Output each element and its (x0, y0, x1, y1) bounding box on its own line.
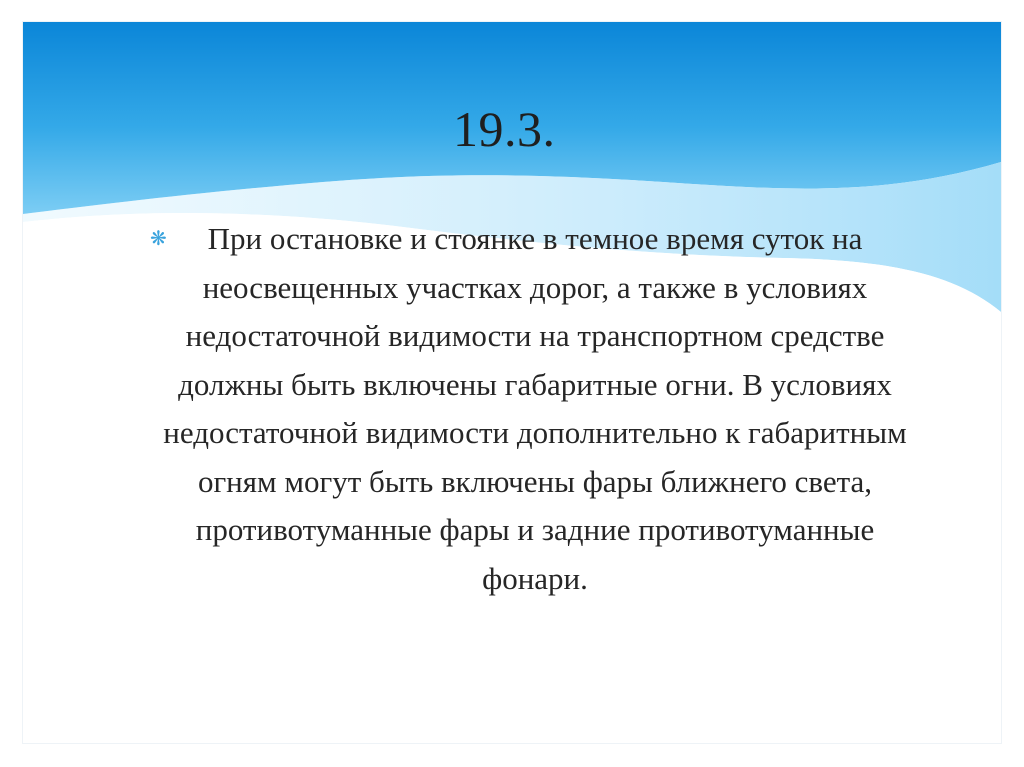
slide-title: 19.3. (453, 101, 556, 157)
asterisk-bullet-icon: ❋ (150, 228, 167, 250)
bullet-text: При остановке и стоянке в темное время суток на неосвещенных участках дорог, а также в условиях недостаточной видимости на транспортном средстве должны быть включены габаритные огни. В условиях недостаточной видимости дополнительно к габаритным огням могут быть включены фары ближнего света, противотуманные фары и задние противотуманные фонари. (163, 221, 907, 596)
presentation-slide (23, 22, 1001, 743)
slide-body (148, 215, 918, 603)
bullet-item (148, 215, 918, 603)
